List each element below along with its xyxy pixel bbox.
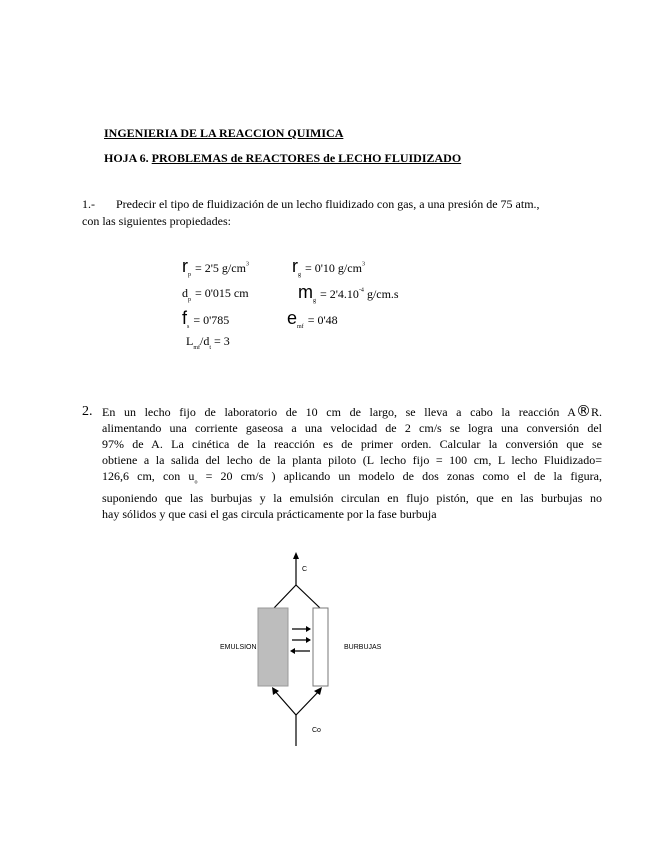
bubble-zone <box>313 608 328 686</box>
label-burbujas: BURBUJAS <box>344 644 382 651</box>
outlet-branch-right <box>296 585 320 608</box>
emulsion-zone <box>258 608 288 686</box>
problem-2-line-7: hay sólidos y que casi el gas circula prácticamente por la fase burbuja <box>102 507 437 522</box>
problem-2-line-4: obtiene a la salida del lecho de la planta piloto (L lecho fijo = 100 cm, L lecho Fluidizado= <box>102 453 602 467</box>
prop-phi-s: $f_s = 0'785$ <box>182 308 230 331</box>
problem-1-line-1: 1.- Predecir el tipo de fluidización de un lecho fluidizado con gas, a una presión de 75 atm., <box>82 197 540 211</box>
problem-2-line-1: En un lecho fijo de laboratorio de 10 cm de largo, se lleva a cabo la reacción A®R. <box>102 402 602 420</box>
problem-1-number: 1.- <box>82 197 95 211</box>
label-emulsion: EMULSION <box>220 644 257 651</box>
prop-ratio: $L_{mf}/d_t = 3$ <box>186 334 230 352</box>
problem-2-number: 2. <box>82 404 93 419</box>
inlet-arrowhead-right-icon <box>314 687 322 695</box>
outlet-branch-left <box>274 585 296 608</box>
two-zone-model-diagram <box>210 550 410 750</box>
sheet-title <box>104 151 461 166</box>
sheet-topic: PROBLEMAS de REACTORES de LECHO FLUIDIZADO <box>151 151 462 165</box>
prop-rho-g: $r_g = 0'10$ $g/cm^3$ <box>292 256 365 279</box>
problem-2-line-3: 97% de A. La cinética de la reacción es de primer orden. Calcular la conversión que se <box>102 437 602 451</box>
outlet-arrowhead-icon <box>293 552 299 559</box>
label-outlet: C <box>302 566 308 573</box>
problem-1-line-2: con las siguientes propiedades: <box>82 214 231 228</box>
problem-2-line-5: 126,6 cm, con $u_o = 20$ cm/s ) aplicando un modelo de dos zonas como el de la figura, <box>102 469 602 486</box>
exchange-arrowhead-2-icon <box>306 637 311 643</box>
label-inlet: Co <box>312 727 321 734</box>
course-title: INGENIERIA DE LA REACCION QUIMICA <box>104 126 344 140</box>
exchange-arrowhead-3-icon <box>290 648 295 654</box>
problem-1 <box>82 196 602 229</box>
inlet-branch-right <box>296 690 320 715</box>
problem-2-line-6: suponiendo que las burbujas y la emulsión circulan en flujo pistón, que en las burbujas no <box>102 491 602 506</box>
reaction-arrow-symbol: ® <box>575 402 591 420</box>
prop-rho-p: $r_p = 2'5$ $g/cm^3$ <box>182 256 249 279</box>
inlet-branch-left <box>274 690 296 715</box>
problem-2 <box>102 403 602 522</box>
sheet-prefix: HOJA 6. <box>104 151 152 165</box>
prop-dp: $d_p = 0'015$ cm <box>182 286 249 304</box>
problem-2-line-2: alimentando una corriente gaseosa a una velocidad de 2 cm/s se logra una conversión del <box>102 421 602 435</box>
prop-eps-mf: $e_{mf} = 0'48$ <box>287 308 338 331</box>
exchange-arrowhead-1-icon <box>306 626 311 632</box>
prop-mu-g: $m_g = 2'4.10^{-4}$ g/cm.s <box>298 282 399 305</box>
